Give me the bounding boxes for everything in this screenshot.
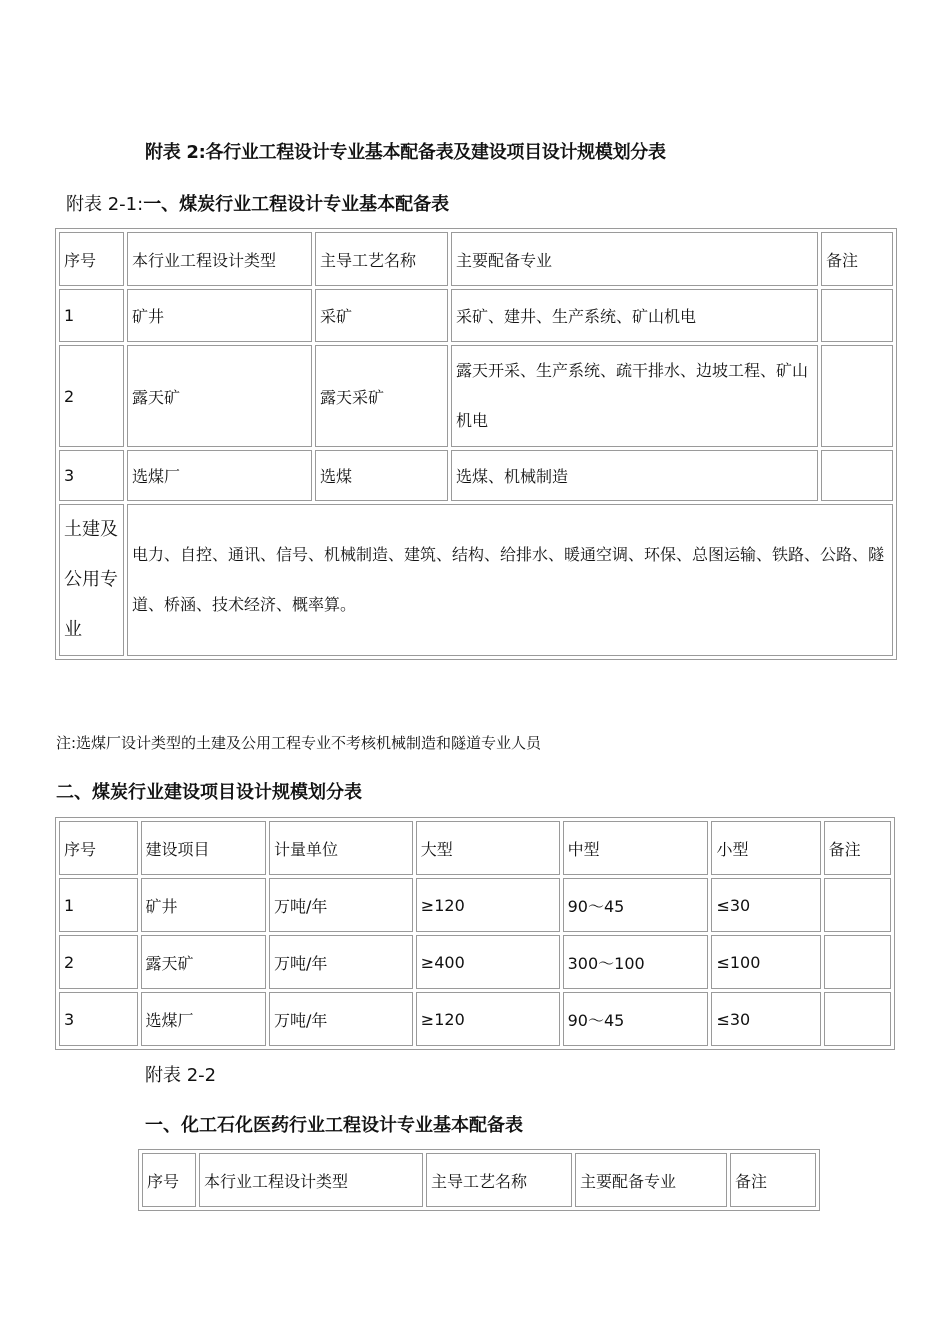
header-cell: 主要配备专业 (451, 232, 818, 286)
table-cell: 万吨/年 (269, 992, 413, 1046)
header-cell: 大型 (416, 821, 560, 875)
table-cell: 万吨/年 (269, 878, 413, 932)
table-cell: 1 (59, 289, 124, 342)
table-cell: 90～45 (563, 992, 709, 1046)
table-header-row (59, 821, 891, 875)
table-cell: 露天矿 (141, 935, 266, 989)
table-row (59, 450, 893, 501)
table-cell: 露天采矿 (315, 345, 448, 447)
coal-scale-table (55, 817, 895, 1050)
table-cell: 矿井 (141, 878, 266, 932)
table-cell: ≥120 (416, 878, 560, 932)
header-cell: 主导工艺名称 (426, 1153, 572, 1207)
civil-value: 电力、自控、通讯、信号、机械制造、建筑、结构、给排水、暖通空调、环保、总图运输、铁路、公路、隧道、桥涵、技术经济、概率算。 (127, 504, 893, 656)
table-row (59, 992, 891, 1046)
table-cell: ≥120 (416, 992, 560, 1046)
table-cell: 1 (59, 878, 138, 932)
table-cell: 2 (59, 345, 124, 447)
table1-caption (66, 190, 449, 216)
table-header-row (142, 1153, 816, 1207)
section2-title: 二、煤炭行业建设项目设计规模划分表 (56, 782, 362, 803)
table-cell (821, 450, 893, 501)
chemical-staffing-table (138, 1149, 820, 1211)
header-cell: 备注 (824, 821, 891, 875)
table-cell: 万吨/年 (269, 935, 413, 989)
coal-staffing-table (55, 228, 897, 660)
header-cell: 本行业工程设计类型 (127, 232, 312, 286)
header-cell: 序号 (59, 232, 124, 286)
civil-row (59, 504, 893, 656)
table-row (59, 345, 893, 447)
header-cell: 建设项目 (141, 821, 266, 875)
table-cell: ≤30 (711, 992, 820, 1046)
table-cell (821, 345, 893, 447)
table-cell: 3 (59, 450, 124, 501)
table-cell: 3 (59, 992, 138, 1046)
header-cell: 主要配备专业 (575, 1153, 727, 1207)
table-cell: ≤100 (711, 935, 820, 989)
table-row (59, 289, 893, 342)
table-cell: ≥400 (416, 935, 560, 989)
table-cell: 2 (59, 935, 138, 989)
header-cell: 小型 (711, 821, 820, 875)
table-cell: 选煤厂 (141, 992, 266, 1046)
header-cell: 计量单位 (269, 821, 413, 875)
table-cell: 选煤、机械制造 (451, 450, 818, 501)
header-cell: 备注 (821, 232, 893, 286)
header-cell: 序号 (142, 1153, 196, 1207)
header-cell: 备注 (730, 1153, 816, 1207)
table-cell: 选煤厂 (127, 450, 312, 501)
header-cell: 序号 (59, 821, 138, 875)
header-cell: 主导工艺名称 (315, 232, 448, 286)
table-cell: 90～45 (563, 878, 709, 932)
header-cell: 中型 (563, 821, 709, 875)
table-cell (824, 992, 891, 1046)
table1-note: 注:选煤厂设计类型的土建及公用工程专业不考核机械制造和隧道专业人员 (56, 734, 542, 752)
table-row (59, 878, 891, 932)
table1-caption-prefix: 附表 2-1: (66, 194, 144, 215)
table1-caption-title: 一、煤炭行业工程设计专业基本配备表 (143, 194, 450, 215)
table-cell: ≤30 (711, 878, 820, 932)
section3-title: 一、化工石化医药行业工程设计专业基本配备表 (145, 1115, 523, 1136)
table-cell: 露天矿 (127, 345, 312, 447)
table-row (59, 935, 891, 989)
table-header-row (59, 232, 893, 286)
table-cell (821, 289, 893, 342)
table-cell (824, 878, 891, 932)
table2-2-label: 附表 2-2 (145, 1065, 217, 1086)
page-title: 附表 2:各行业工程设计专业基本配备表及建设项目设计规模划分表 (145, 142, 666, 163)
table-cell: 选煤 (315, 450, 448, 501)
table-cell: 300～100 (563, 935, 709, 989)
table-cell: 采矿 (315, 289, 448, 342)
table-cell (824, 935, 891, 989)
table-cell: 矿井 (127, 289, 312, 342)
civil-label: 土建及公用专业 (59, 504, 124, 656)
table-cell: 露天开采、生产系统、疏干排水、边坡工程、矿山机电 (451, 345, 818, 447)
header-cell: 本行业工程设计类型 (199, 1153, 423, 1207)
table-cell: 采矿、建井、生产系统、矿山机电 (451, 289, 818, 342)
